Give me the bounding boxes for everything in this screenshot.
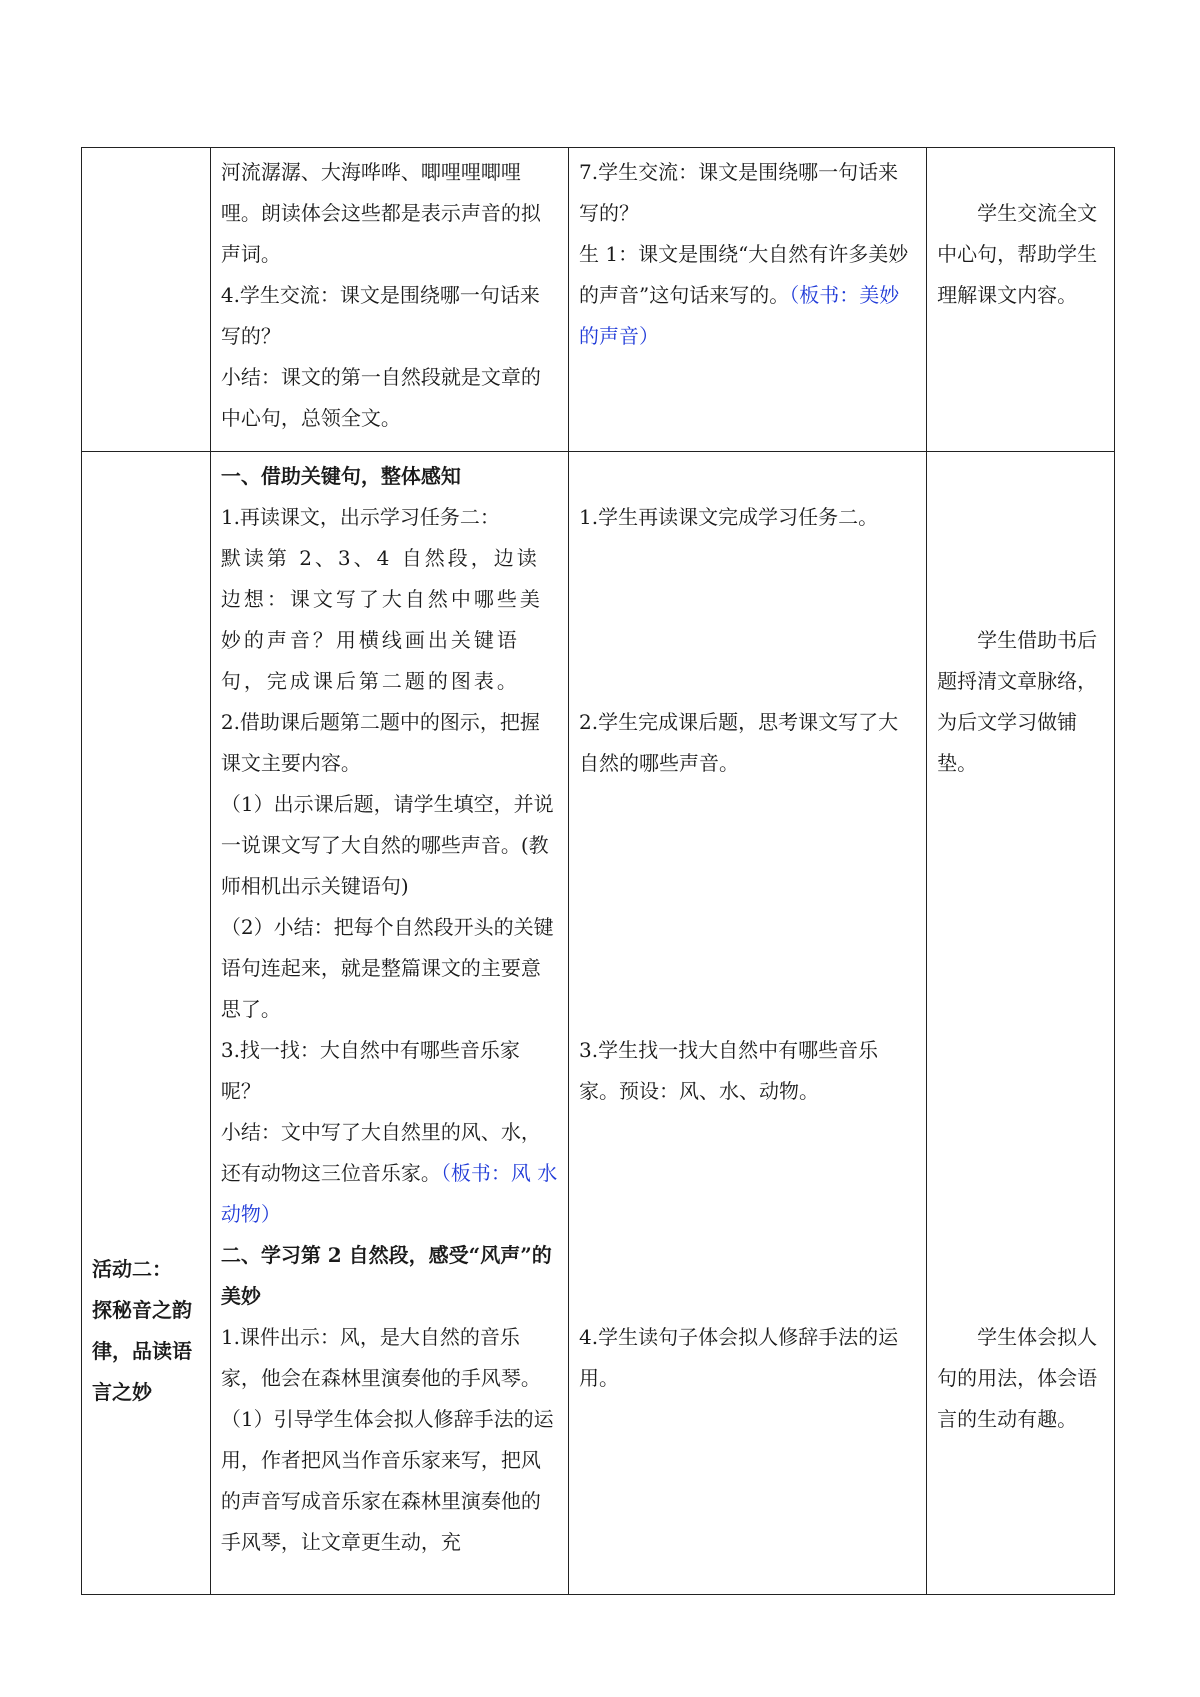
teacher-activity-cell xyxy=(210,452,568,1595)
text-line: 1.课件出示：风，是大自然的音乐家，他会在森林里演奏他的手风琴。 xyxy=(220,1325,541,1390)
answer-text xyxy=(579,234,916,357)
teacher-activity-cell xyxy=(210,148,568,452)
board-note: （板书：风 水 动物） xyxy=(220,1161,558,1226)
design-intent-text: 学生借助书后题捋清文章脉络，为后文学习做铺垫。 xyxy=(937,628,1098,775)
student-step: 4.学生读句子体会拟人修辞手法的运用。 xyxy=(579,1325,899,1390)
text-line: （1）引导学生体会拟人修辞手法的运用，作者把风当作音乐家来写，把风的声音写成音乐家在森林里演奏他的手风琴，让文章更生动，充 xyxy=(220,1407,554,1554)
student-activity-cell xyxy=(569,148,927,452)
text-line: 1.再读课文，出示学习任务二： xyxy=(220,505,500,529)
activity-title: 探秘音之韵律，品读语言之妙 xyxy=(92,1298,192,1404)
design-intent-cell xyxy=(927,452,1115,1595)
summary-text: 小结：课文的第一自然段就是文章的中心句，总领全文。 xyxy=(220,365,541,430)
text-line: 3.找一找：大自然中有哪些音乐家呢？ xyxy=(220,1038,520,1103)
student-step: 3.学生找一找大自然中有哪些音乐家。预设：风、水、动物。 xyxy=(579,1038,879,1103)
student-step: 2.学生完成课后题，思考课文写了大自然的哪些声音。 xyxy=(579,710,899,775)
activity-number: 活动二： xyxy=(92,1257,172,1281)
text-line: 河流潺潺、大海哗哗、唧哩哩唧哩哩。朗读体会这些都是表示声音的拟声词。 xyxy=(220,160,541,266)
table-row xyxy=(82,452,1115,1595)
student-activity-cell xyxy=(569,452,927,1595)
activity-cell xyxy=(82,148,211,452)
task-text: 默读第 2、3、4 自然段，边读边想：课文写了大自然中哪些美妙的声音？用横线画出关键语句，完成课后第二题的图表。 xyxy=(220,546,543,693)
activity-label xyxy=(92,1249,200,1413)
section-heading: 二、学习第 2 自然段，感受“风声”的美妙 xyxy=(220,1243,552,1308)
text-line: 7.学生交流：课文是围绕哪一句话来写的？ xyxy=(579,160,899,225)
text-line: 2.借助课后题第二题中的图示，把握课文主要内容。 xyxy=(220,710,540,775)
text-line: （2）小结：把每个自然段开头的关键语句连起来，就是整篇课文的主要意思了。 xyxy=(220,915,554,1021)
design-intent-text: 学生交流全文中心句，帮助学生理解课文内容。 xyxy=(937,201,1098,307)
activity-cell xyxy=(82,452,211,1595)
summary-main: 小结：文中写了大自然里的风、水，还有动物这三位音乐家。 xyxy=(220,1120,541,1185)
answer-main: 生 1：课文是围绕“大自然有许多美妙的声音”这句话来写的。 xyxy=(579,242,909,307)
table-row xyxy=(82,148,1115,452)
board-note: （板书：美妙的声音） xyxy=(579,283,900,348)
lesson-plan-table xyxy=(81,147,1115,1595)
text-line: （1）出示课后题，请学生填空，并说一说课文写了大自然的哪些声音。(教师相机出示关键语句) xyxy=(220,792,554,898)
student-step: 1.学生再读课文完成学习任务二。 xyxy=(579,505,879,529)
text-line: 4.学生交流：课文是围绕哪一句话来写的？ xyxy=(220,283,540,348)
section-heading: 一、借助关键句，整体感知 xyxy=(220,464,461,488)
design-intent-cell xyxy=(927,148,1115,452)
summary-text xyxy=(221,1112,558,1235)
design-intent-text: 学生体会拟人句的用法，体会语言的生动有趣。 xyxy=(937,1325,1098,1431)
